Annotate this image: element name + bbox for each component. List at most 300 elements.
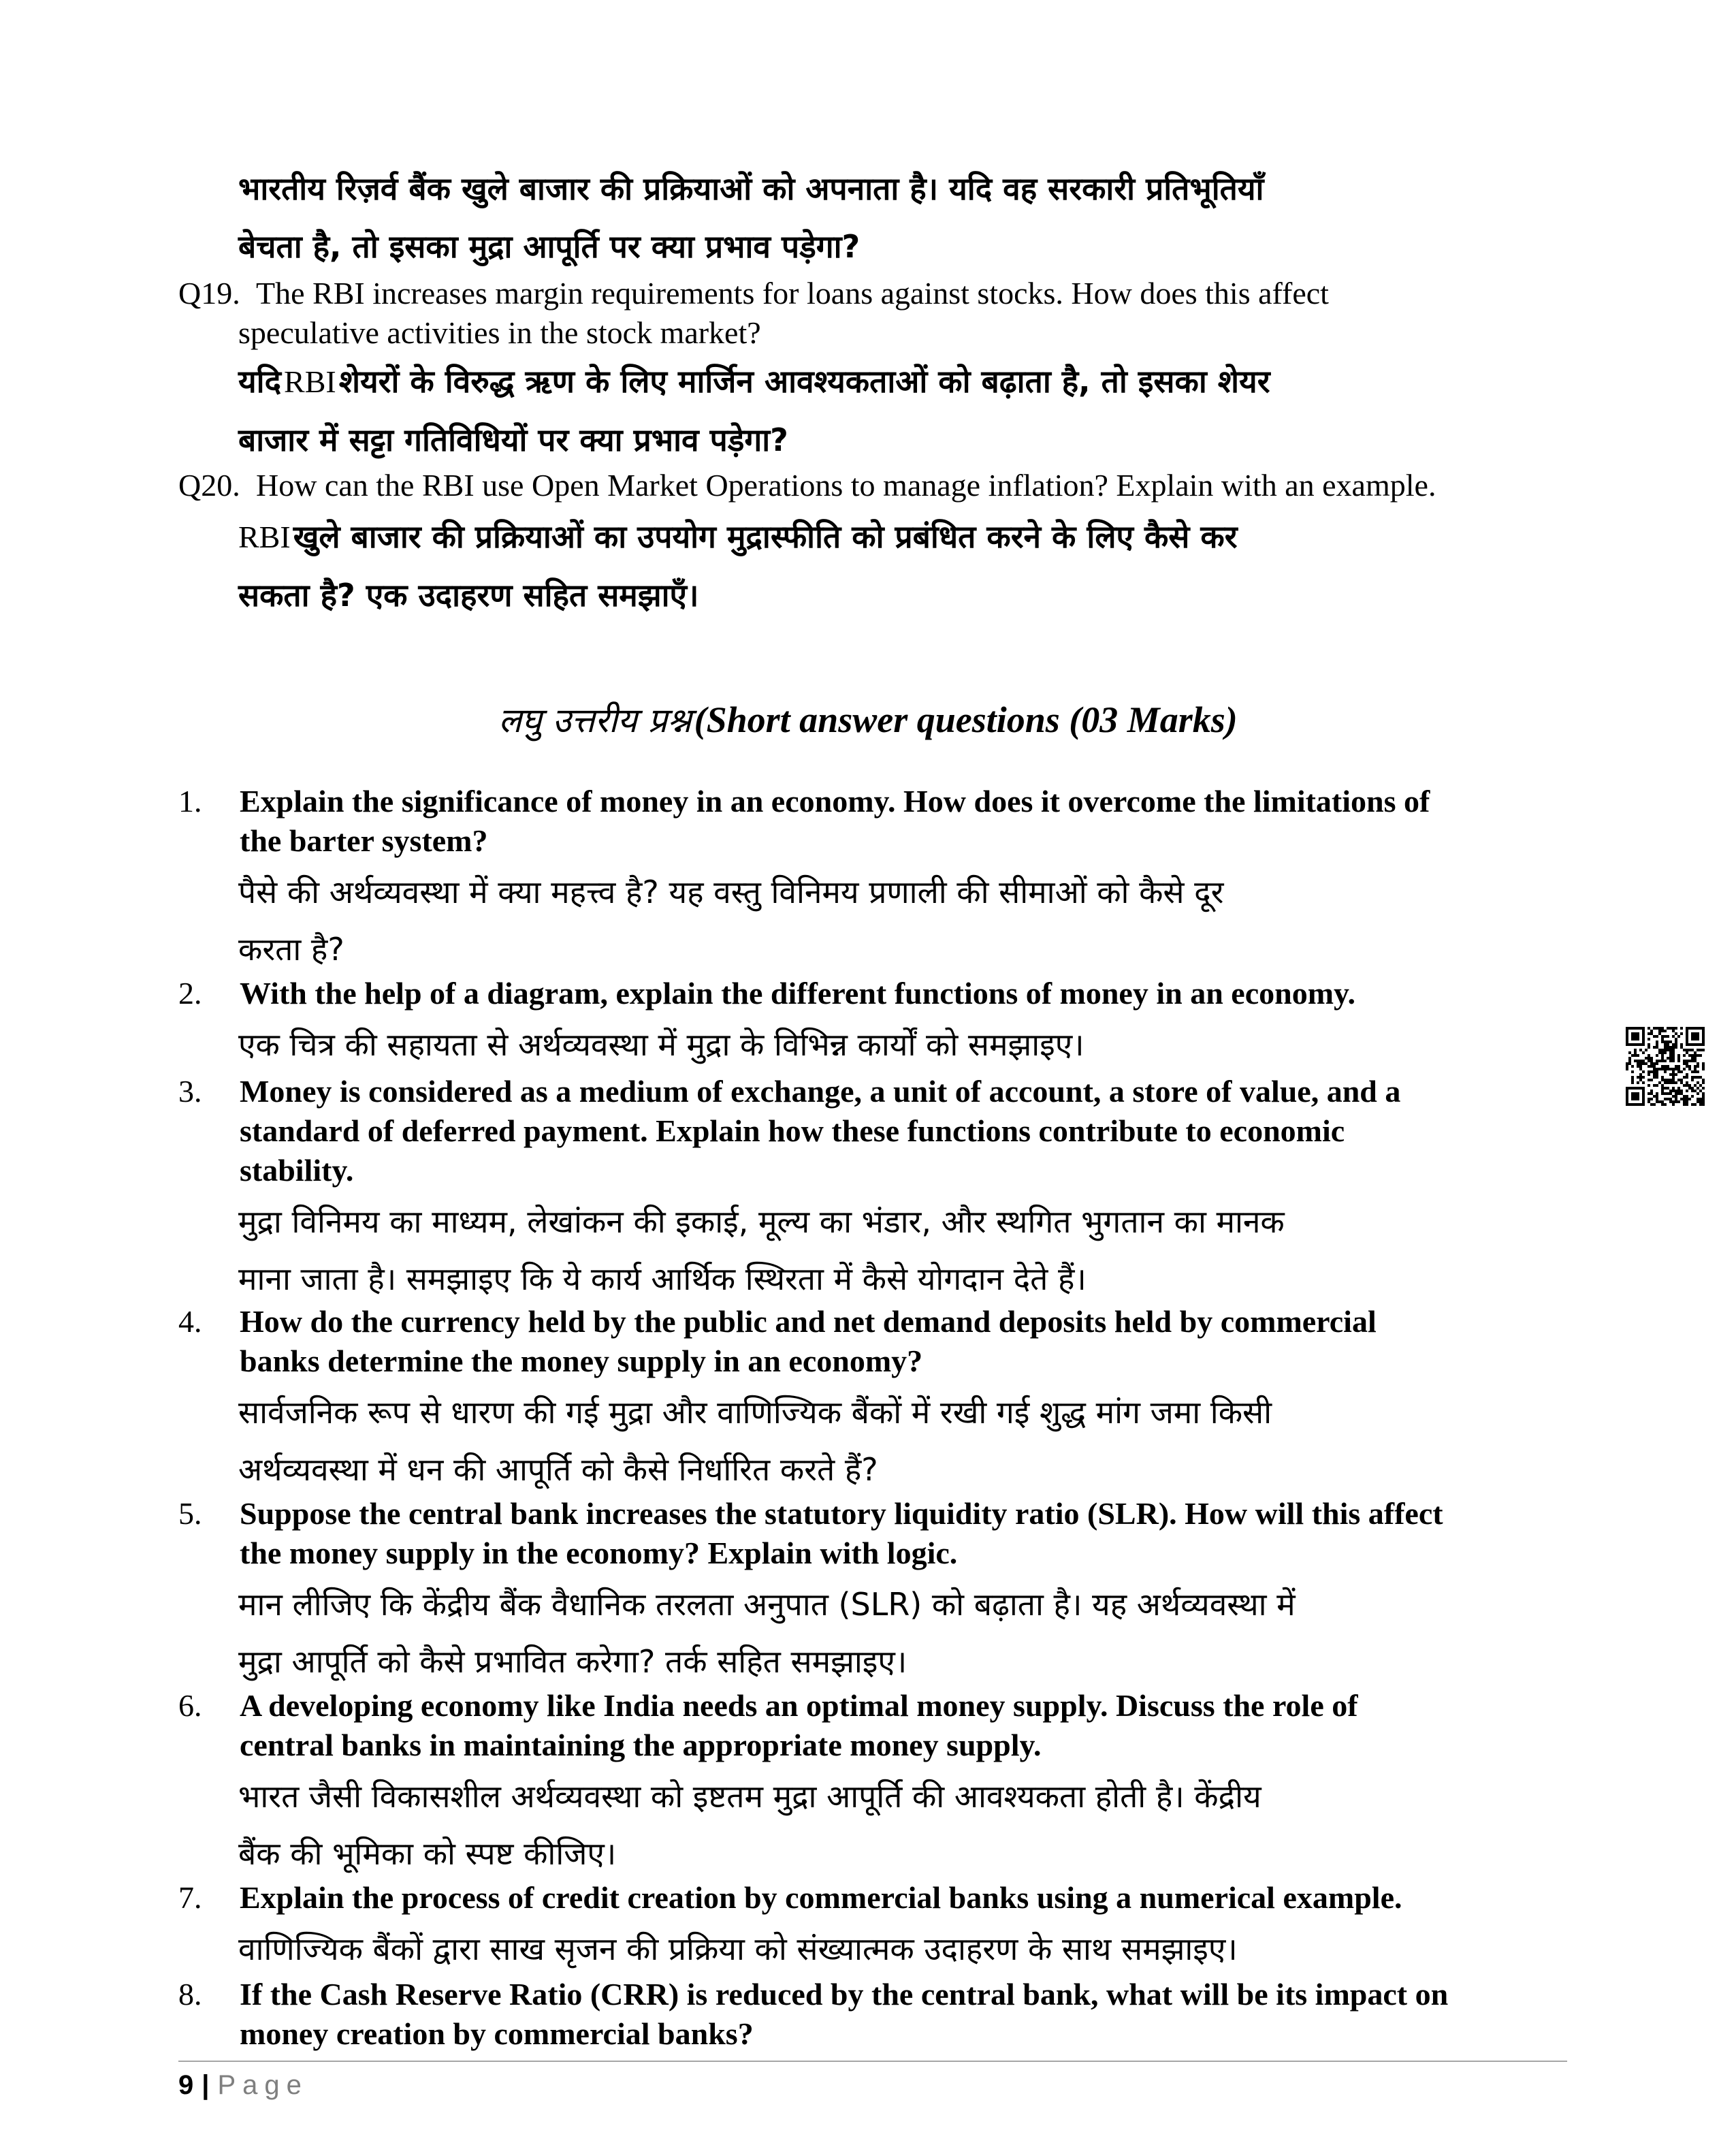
qr-module — [1672, 1027, 1675, 1030]
question-english-text: central banks in maintaining the appropriate money supply. — [240, 1728, 1042, 1762]
qr-module — [1650, 1092, 1653, 1095]
qr-module — [1626, 1027, 1645, 1030]
qr-module — [1702, 1092, 1705, 1095]
qr-module — [1699, 1054, 1702, 1057]
qr-module — [1658, 1027, 1661, 1030]
qr-module — [1669, 1040, 1672, 1043]
qr-module — [1658, 1081, 1661, 1084]
page-number: 9 — [178, 2070, 194, 2100]
qr-module — [1675, 1040, 1677, 1043]
qr-module — [1658, 1049, 1661, 1051]
qr-module — [1699, 1076, 1702, 1079]
qr-module — [1669, 1060, 1672, 1062]
qr-module — [1677, 1060, 1680, 1062]
qr-module — [1664, 1079, 1667, 1081]
qr-module — [1669, 1054, 1672, 1057]
qr-module — [1639, 1068, 1642, 1070]
q19-hindi-part-a: यदि — [238, 363, 282, 400]
qr-module — [1691, 1103, 1694, 1106]
qr-module — [1680, 1027, 1683, 1030]
qr-module — [1639, 1060, 1642, 1062]
question-english-text: Suppose the central bank increases the statutory liquidity ratio (SLR). How will this affect — [240, 1496, 1443, 1531]
qr-module — [1694, 1051, 1697, 1054]
qr-module — [1661, 1090, 1664, 1092]
qr-module — [1653, 1062, 1656, 1065]
qr-module — [1688, 1098, 1691, 1100]
qr-module — [1680, 1092, 1683, 1095]
qr-module — [1702, 1027, 1705, 1046]
qr-module — [1694, 1084, 1697, 1087]
section-heading — [0, 696, 1736, 742]
qr-module — [1667, 1081, 1669, 1084]
qr-module — [1702, 1068, 1705, 1070]
qr-module — [1642, 1076, 1645, 1079]
qr-module — [1626, 1027, 1628, 1046]
qr-module — [1686, 1051, 1688, 1054]
qr-module — [1647, 1057, 1650, 1060]
qr-module — [1672, 1035, 1675, 1038]
qr-module — [1661, 1079, 1664, 1081]
qr-module — [1656, 1100, 1658, 1103]
question-number: 8. — [178, 1977, 202, 2012]
qr-module — [1672, 1057, 1675, 1060]
qr-module — [1631, 1032, 1639, 1040]
qr-module — [1694, 1057, 1697, 1060]
qr-module — [1628, 1062, 1631, 1065]
qr-code-icon — [1626, 1027, 1705, 1106]
question-hindi-text: पैसे की अर्थव्यवस्था में क्या महत्त्व है? यह वस्तु विनिमय प्रणाली की सीमाओं को कैसे दूर — [238, 874, 1224, 910]
qr-module — [1667, 1057, 1669, 1060]
qr-module — [1697, 1098, 1699, 1100]
qr-module — [1675, 1027, 1677, 1030]
qr-module — [1647, 1046, 1650, 1049]
qr-module — [1675, 1046, 1677, 1049]
qr-module — [1672, 1076, 1675, 1079]
qr-module — [1672, 1103, 1675, 1106]
qr-module — [1697, 1081, 1699, 1084]
qr-module — [1628, 1051, 1631, 1054]
qr-module — [1661, 1065, 1664, 1068]
qr-module — [1675, 1068, 1677, 1070]
qr-module — [1667, 1035, 1669, 1038]
question-number: 7. — [178, 1880, 202, 1915]
qr-module — [1661, 1040, 1664, 1043]
qr-module — [1658, 1030, 1661, 1032]
qr-module — [1639, 1062, 1642, 1065]
qr-module — [1664, 1070, 1667, 1073]
qr-module — [1694, 1076, 1697, 1079]
qr-module — [1686, 1095, 1688, 1098]
qr-module — [1688, 1087, 1691, 1090]
qr-module — [1653, 1103, 1656, 1106]
qr-module — [1661, 1035, 1664, 1038]
q20-hindi-line-2: सकता है? एक उदाहरण सहित समझाएँ। — [238, 577, 699, 614]
qr-module — [1702, 1087, 1705, 1090]
qr-module — [1675, 1100, 1677, 1103]
qr-module — [1637, 1065, 1639, 1068]
qr-module — [1642, 1081, 1645, 1084]
qr-module — [1694, 1090, 1697, 1092]
qr-module — [1634, 1054, 1637, 1057]
qr-module — [1667, 1043, 1669, 1046]
qr-module — [1650, 1062, 1653, 1065]
qr-module — [1683, 1054, 1686, 1057]
qr-module — [1691, 1060, 1694, 1062]
qr-module — [1656, 1054, 1658, 1057]
qr-module — [1650, 1103, 1653, 1106]
qr-module — [1677, 1065, 1680, 1068]
qr-module — [1697, 1076, 1699, 1079]
qr-module — [1653, 1073, 1656, 1076]
qr-module — [1650, 1079, 1653, 1081]
qr-module — [1686, 1060, 1688, 1062]
question-hindi-text: मुद्रा आपूर्ति को कैसे प्रभावित करेगा? तर्क सहित समझाइए। — [238, 1643, 907, 1680]
footer-separator: | — [202, 2070, 210, 2100]
qr-module — [1686, 1090, 1688, 1092]
question-hindi-text: एक चित्र की सहायता से अर्थव्यवस्था में मुद्रा के विभिन्न कार्यों को समझाइए। — [238, 1026, 1084, 1063]
qr-module — [1669, 1073, 1672, 1076]
qr-module — [1631, 1054, 1634, 1057]
qr-module — [1637, 1081, 1639, 1084]
q20-hindi-line-1 — [238, 515, 1238, 557]
question-number: 1. — [178, 784, 202, 819]
qr-module — [1642, 1027, 1645, 1046]
qr-module — [1691, 1070, 1694, 1073]
qr-module — [1683, 1068, 1686, 1070]
qr-module — [1642, 1051, 1645, 1054]
qr-module — [1677, 1057, 1680, 1060]
qr-module — [1688, 1084, 1691, 1087]
qr-module — [1694, 1103, 1697, 1106]
qr-module — [1626, 1087, 1628, 1106]
qr-module — [1675, 1095, 1677, 1098]
qr-module — [1661, 1087, 1664, 1090]
qr-module — [1680, 1032, 1683, 1035]
q20-hindi-part-b: खुले बाजार की प्रक्रियाओं का उपयोग मुद्रास्फीति को प्रबंधित करने के लिए कैसे कर — [293, 518, 1238, 555]
qr-module — [1672, 1079, 1675, 1081]
qr-module — [1647, 1043, 1650, 1046]
qr-module — [1664, 1081, 1667, 1084]
qr-module — [1675, 1092, 1677, 1095]
qr-module — [1672, 1054, 1675, 1057]
qr-module — [1658, 1100, 1661, 1103]
qr-module — [1664, 1049, 1667, 1051]
qr-module — [1634, 1060, 1637, 1062]
qr-module — [1688, 1054, 1691, 1057]
qr-module — [1653, 1084, 1656, 1087]
qr-module — [1642, 1087, 1645, 1106]
qr-module — [1669, 1090, 1672, 1092]
qr-module — [1683, 1084, 1686, 1087]
qr-module — [1650, 1065, 1653, 1068]
question-number: 5. — [178, 1496, 202, 1531]
qr-module — [1677, 1070, 1680, 1073]
qr-module — [1669, 1049, 1672, 1051]
qr-module — [1661, 1068, 1664, 1070]
qr-module — [1647, 1100, 1650, 1103]
qr-module — [1675, 1090, 1677, 1092]
qr-module — [1664, 1051, 1667, 1054]
qr-module — [1680, 1070, 1683, 1073]
qr-module — [1639, 1049, 1642, 1051]
qr-module — [1647, 1092, 1650, 1095]
qr-module — [1653, 1046, 1656, 1049]
qr-module — [1669, 1079, 1672, 1081]
qr-module — [1691, 1095, 1694, 1098]
qr-module — [1677, 1079, 1680, 1081]
qr-module — [1675, 1098, 1677, 1100]
qr-module — [1697, 1087, 1699, 1090]
question-number: 3. — [178, 1074, 202, 1109]
qr-module — [1672, 1046, 1675, 1049]
q20-label: Q20. — [178, 468, 240, 503]
question-hindi-text: मान लीजिए कि केंद्रीय बैंक वैधानिक तरलता अनुपात (SLR) को बढ़ाता है। यह अर्थव्यवस्था में — [238, 1586, 1296, 1623]
qr-module — [1686, 1062, 1688, 1065]
question-english-text: the money supply in the economy? Explain with logic. — [240, 1536, 958, 1570]
qr-module — [1664, 1043, 1667, 1046]
qr-module — [1702, 1081, 1705, 1084]
qr-module — [1639, 1073, 1642, 1076]
qr-module — [1631, 1065, 1634, 1068]
qr-module — [1677, 1035, 1680, 1038]
qr-module — [1661, 1038, 1664, 1040]
qr-module — [1683, 1098, 1686, 1100]
qr-module — [1699, 1049, 1702, 1051]
qr-module — [1675, 1038, 1677, 1040]
qr-module — [1647, 1038, 1650, 1040]
qr-module — [1647, 1027, 1650, 1030]
qr-module — [1647, 1054, 1650, 1057]
qr-module — [1667, 1079, 1669, 1081]
qr-module — [1653, 1076, 1656, 1079]
qr-module — [1702, 1103, 1705, 1106]
qr-module — [1691, 1090, 1694, 1092]
page-footer — [178, 2070, 308, 2101]
qr-module — [1669, 1100, 1672, 1103]
question-hindi-text: करता है? — [238, 931, 344, 968]
question-english-text: Money is considered as a medium of exchange, a unit of account, a store of value, and a — [240, 1074, 1401, 1109]
question-hindi-text: मुद्रा विनिमय का माध्यम, लेखांकन की इकाई, मूल्य का भंडार, और स्थगित भुगतान का मानक — [238, 1203, 1285, 1240]
question-hindi-text: वाणिज्यिक बैंकों द्वारा साख सृजन की प्रक्रिया को संख्यात्मक उदाहरण के साथ समझाइए। — [238, 1930, 1238, 1967]
qr-module — [1697, 1065, 1699, 1068]
qr-module — [1699, 1098, 1702, 1100]
qr-module — [1669, 1098, 1672, 1100]
qr-module — [1680, 1090, 1683, 1092]
qr-module — [1650, 1032, 1653, 1035]
qr-module — [1677, 1054, 1680, 1057]
qr-module — [1669, 1068, 1672, 1070]
qr-module — [1697, 1092, 1699, 1095]
qr-module — [1691, 1057, 1694, 1060]
qr-module — [1702, 1095, 1705, 1098]
qr-module — [1680, 1046, 1683, 1049]
qr-module — [1683, 1095, 1686, 1098]
qr-module — [1661, 1092, 1664, 1095]
qr-module — [1647, 1084, 1650, 1087]
qr-module — [1664, 1035, 1667, 1038]
qr-module — [1702, 1062, 1705, 1065]
qr-module — [1661, 1049, 1664, 1051]
qr-module — [1691, 1076, 1694, 1079]
qr-module — [1626, 1065, 1628, 1068]
qr-module — [1672, 1081, 1675, 1084]
qr-module — [1656, 1070, 1658, 1073]
qr-module — [1675, 1043, 1677, 1046]
qr-module — [1664, 1103, 1667, 1106]
qr-module — [1688, 1049, 1691, 1051]
footer-divider — [178, 2061, 1567, 2062]
qr-module — [1639, 1065, 1642, 1068]
qr-module — [1653, 1065, 1656, 1068]
qr-module — [1677, 1100, 1680, 1103]
qr-module — [1683, 1100, 1686, 1103]
qr-module — [1631, 1076, 1634, 1079]
qr-module — [1672, 1049, 1675, 1051]
qr-module — [1650, 1090, 1653, 1092]
qr-module — [1626, 1043, 1645, 1046]
qr-module — [1656, 1027, 1658, 1030]
page-label: Page — [217, 2070, 308, 2100]
qr-module — [1647, 1079, 1650, 1081]
qr-module — [1634, 1049, 1637, 1051]
qr-module — [1637, 1076, 1639, 1079]
qr-module — [1661, 1103, 1664, 1106]
q20-english-line-1: How can the RBI use Open Market Operations to manage inflation? Explain with an example. — [256, 468, 1436, 503]
qr-module — [1650, 1098, 1653, 1100]
qr-module — [1697, 1054, 1699, 1057]
qr-module — [1634, 1051, 1637, 1054]
qr-module — [1667, 1098, 1669, 1100]
qr-module — [1697, 1100, 1699, 1103]
question-english-text: If the Cash Reserve Ratio (CRR) is reduced by the central bank, what will be its impact on — [240, 1977, 1449, 2012]
qr-module — [1639, 1079, 1642, 1081]
qr-module — [1664, 1046, 1667, 1049]
qr-module — [1677, 1090, 1680, 1092]
qr-module — [1658, 1032, 1661, 1035]
qr-module — [1642, 1070, 1645, 1073]
qr-module — [1661, 1051, 1664, 1054]
qr-module — [1677, 1068, 1680, 1070]
qr-module — [1686, 1084, 1688, 1087]
qr-module — [1667, 1068, 1669, 1070]
qr-module — [1647, 1060, 1650, 1062]
qr-module — [1686, 1065, 1688, 1068]
question-english-text: banks determine the money supply in an economy? — [240, 1344, 923, 1378]
question-number: 2. — [178, 976, 202, 1011]
qr-module — [1686, 1027, 1705, 1030]
question-hindi-text: बैंक की भूमिका को स्पष्ट कीजिए। — [238, 1835, 617, 1872]
qr-module — [1645, 1062, 1647, 1065]
qr-module — [1661, 1076, 1664, 1079]
qr-module — [1694, 1060, 1697, 1062]
qr-module — [1637, 1054, 1639, 1057]
question-english-text: stability. — [240, 1153, 354, 1188]
qr-module — [1669, 1027, 1672, 1030]
qr-module — [1656, 1098, 1658, 1100]
qr-module — [1672, 1070, 1675, 1073]
qr-module — [1694, 1070, 1697, 1073]
qr-module — [1680, 1098, 1683, 1100]
qr-module — [1653, 1027, 1656, 1030]
qr-module — [1686, 1049, 1688, 1051]
qr-module — [1645, 1057, 1647, 1060]
qr-module — [1656, 1084, 1658, 1087]
qr-module — [1664, 1065, 1667, 1068]
question-english-text: the barter system? — [240, 823, 488, 858]
qr-module — [1672, 1090, 1675, 1092]
qr-module — [1645, 1049, 1647, 1051]
qr-module — [1626, 1103, 1645, 1106]
section-heading-hindi: लघु उत्तरीय प्रश्न — [498, 701, 692, 740]
qr-module — [1667, 1049, 1669, 1051]
q19-hindi-part-c: शेयरों के विरुद्ध ऋण के लिए मार्जिन आवश्यकताओं को बढ़ाता है, तो इसका शेयर — [338, 363, 1270, 400]
qr-module — [1647, 1070, 1650, 1073]
qr-module — [1664, 1040, 1667, 1043]
qr-module — [1672, 1087, 1675, 1090]
qr-module — [1626, 1062, 1628, 1065]
qr-module — [1686, 1076, 1688, 1079]
qr-module — [1683, 1062, 1686, 1065]
qr-module — [1656, 1092, 1658, 1095]
qr-module — [1661, 1054, 1664, 1057]
qr-module — [1626, 1068, 1628, 1070]
question-english-text: How do the currency held by the public and net demand deposits held by commercial — [240, 1304, 1377, 1339]
qr-module — [1691, 1087, 1694, 1090]
qr-module — [1686, 1073, 1688, 1076]
qr-module — [1653, 1095, 1656, 1098]
question-hindi-text: भारत जैसी विकासशील अर्थव्यवस्था को इष्टतम मुद्रा आपूर्ति की आवश्यकता होती है। केंद्रीय — [238, 1778, 1261, 1815]
qr-module — [1656, 1035, 1658, 1038]
question-number: 6. — [178, 1688, 202, 1723]
qr-module — [1680, 1043, 1683, 1046]
qr-module — [1664, 1060, 1667, 1062]
qr-module — [1691, 1049, 1694, 1051]
qr-module — [1699, 1100, 1702, 1103]
qr-module — [1658, 1051, 1661, 1054]
qr-module — [1637, 1062, 1639, 1065]
qr-module — [1628, 1060, 1631, 1062]
qr-module — [1667, 1040, 1669, 1043]
qr-module — [1672, 1095, 1675, 1098]
qr-module — [1697, 1062, 1699, 1065]
question-english-text: A developing economy like India needs an optimal money supply. Discuss the role of — [240, 1688, 1358, 1723]
qr-module — [1686, 1103, 1688, 1106]
qr-module — [1653, 1068, 1656, 1070]
q19-label: Q19. — [178, 276, 240, 311]
qr-module — [1672, 1030, 1675, 1032]
question-english-text: Explain the significance of money in an economy. How does it overcome the limitations of — [240, 784, 1430, 819]
qr-module — [1631, 1092, 1639, 1100]
qr-module — [1688, 1068, 1691, 1070]
question-english-text: Explain the process of credit creation by commercial banks using a numerical example. — [240, 1880, 1402, 1915]
qr-module — [1631, 1079, 1634, 1081]
qr-module — [1664, 1087, 1667, 1090]
qr-module — [1672, 1051, 1675, 1054]
question-hindi-text: माना जाता है। समझाइए कि ये कार्य आर्थिक स्थिरता में कैसे योगदान देते हैं। — [238, 1260, 1087, 1297]
qr-module — [1631, 1081, 1634, 1084]
question-english-text: money creation by commercial banks? — [240, 2016, 754, 2051]
qr-module — [1664, 1098, 1667, 1100]
question-english-text: standard of deferred payment. Explain how these functions contribute to economic — [240, 1113, 1345, 1148]
qr-module — [1677, 1087, 1680, 1090]
q19-hindi-line-2: बाजार में सट्टा गतिविधियों पर क्या प्रभाव पड़ेगा? — [238, 422, 788, 458]
q20-hindi-part-rbi: RBI — [238, 520, 291, 554]
qr-module — [1656, 1095, 1658, 1098]
qr-module — [1683, 1076, 1686, 1079]
q19-english-line-2: speculative activities in the stock market? — [238, 315, 761, 350]
qr-module — [1647, 1098, 1650, 1100]
continuation-hindi-line-1: भारतीय रिज़र्व बैंक खुले बाजार की प्रक्रियाओं को अपनाता है। यदि वह सरकारी प्रतिभूतियाँ — [238, 170, 1264, 207]
